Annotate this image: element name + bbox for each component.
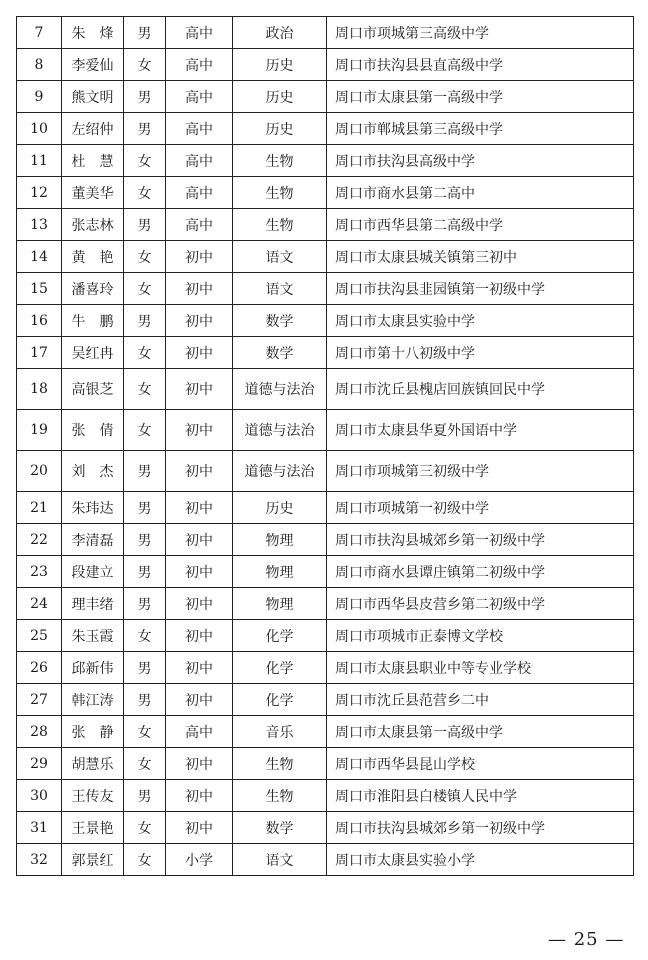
gender-cell: 女 [124, 748, 166, 780]
level-cell: 高中 [166, 17, 233, 49]
table-row [17, 684, 634, 716]
school-cell: 周口市沈丘县槐店回族镇回民中学 [327, 369, 634, 410]
name-cell: 黄 艳 [62, 241, 124, 273]
name-cell: 张 静 [62, 716, 124, 748]
gender-cell: 女 [124, 369, 166, 410]
gender-cell: 女 [124, 145, 166, 177]
row-number-cell: 12 [17, 177, 62, 209]
subject-cell: 道德与法治 [233, 451, 327, 492]
subject-cell: 生物 [233, 209, 327, 241]
name-cell: 张志林 [62, 209, 124, 241]
table-row [17, 588, 634, 620]
school-cell: 周口市太康县城关镇第三初中 [327, 241, 634, 273]
gender-cell: 女 [124, 337, 166, 369]
roster-sheet [16, 16, 633, 876]
level-cell: 高中 [166, 209, 233, 241]
name-cell: 朱玉霞 [62, 620, 124, 652]
row-number-cell: 22 [17, 524, 62, 556]
level-cell: 高中 [166, 145, 233, 177]
school-cell: 周口市扶沟县县直高级中学 [327, 49, 634, 81]
row-number-cell: 9 [17, 81, 62, 113]
school-cell: 周口市项城第三高级中学 [327, 17, 634, 49]
gender-cell: 女 [124, 620, 166, 652]
level-cell: 初中 [166, 305, 233, 337]
school-cell: 周口市西华县昆山学校 [327, 748, 634, 780]
gender-cell: 男 [124, 652, 166, 684]
name-cell: 王传友 [62, 780, 124, 812]
level-cell: 初中 [166, 684, 233, 716]
subject-cell: 政治 [233, 17, 327, 49]
table-row [17, 369, 634, 410]
gender-cell: 男 [124, 588, 166, 620]
gender-cell: 男 [124, 305, 166, 337]
subject-cell: 生物 [233, 748, 327, 780]
teacher-roster-table [16, 16, 634, 876]
table-row [17, 17, 634, 49]
subject-cell: 数学 [233, 305, 327, 337]
table-row [17, 652, 634, 684]
subject-cell: 物理 [233, 588, 327, 620]
level-cell: 初中 [166, 620, 233, 652]
table-row [17, 451, 634, 492]
level-cell: 高中 [166, 49, 233, 81]
school-cell: 周口市商水县谭庄镇第二初级中学 [327, 556, 634, 588]
table-row [17, 113, 634, 145]
gender-cell: 男 [124, 556, 166, 588]
subject-cell: 历史 [233, 49, 327, 81]
row-number-cell: 18 [17, 369, 62, 410]
table-row [17, 410, 634, 451]
school-cell: 周口市太康县职业中等专业学校 [327, 652, 634, 684]
subject-cell: 语文 [233, 241, 327, 273]
level-cell: 高中 [166, 716, 233, 748]
table-row [17, 145, 634, 177]
subject-cell: 生物 [233, 780, 327, 812]
level-cell: 高中 [166, 177, 233, 209]
name-cell: 李清磊 [62, 524, 124, 556]
subject-cell: 化学 [233, 620, 327, 652]
table-row [17, 273, 634, 305]
subject-cell: 道德与法治 [233, 369, 327, 410]
school-cell: 周口市郸城县第三高级中学 [327, 113, 634, 145]
name-cell: 朱玮达 [62, 492, 124, 524]
subject-cell: 生物 [233, 145, 327, 177]
school-cell: 周口市扶沟县高级中学 [327, 145, 634, 177]
gender-cell: 女 [124, 177, 166, 209]
subject-cell: 化学 [233, 652, 327, 684]
table-row [17, 177, 634, 209]
level-cell: 高中 [166, 113, 233, 145]
row-number-cell: 8 [17, 49, 62, 81]
row-number-cell: 25 [17, 620, 62, 652]
gender-cell: 男 [124, 81, 166, 113]
level-cell: 初中 [166, 492, 233, 524]
gender-cell: 女 [124, 844, 166, 876]
row-number-cell: 28 [17, 716, 62, 748]
school-cell: 周口市商水县第二高中 [327, 177, 634, 209]
name-cell: 李爱仙 [62, 49, 124, 81]
row-number-cell: 26 [17, 652, 62, 684]
name-cell: 朱 烽 [62, 17, 124, 49]
name-cell: 吴红冉 [62, 337, 124, 369]
table-row [17, 844, 634, 876]
row-number-cell: 23 [17, 556, 62, 588]
school-cell: 周口市扶沟县韭园镇第一初级中学 [327, 273, 634, 305]
level-cell: 初中 [166, 556, 233, 588]
school-cell: 周口市扶沟县城郊乡第一初级中学 [327, 524, 634, 556]
subject-cell: 音乐 [233, 716, 327, 748]
level-cell: 初中 [166, 451, 233, 492]
school-cell: 周口市太康县华夏外国语中学 [327, 410, 634, 451]
roster-body [17, 17, 634, 876]
gender-cell: 男 [124, 524, 166, 556]
name-cell: 郭景红 [62, 844, 124, 876]
table-row [17, 492, 634, 524]
gender-cell: 女 [124, 410, 166, 451]
table-row [17, 780, 634, 812]
subject-cell: 道德与法治 [233, 410, 327, 451]
row-number-cell: 19 [17, 410, 62, 451]
school-cell: 周口市项城市正泰博文学校 [327, 620, 634, 652]
row-number-cell: 15 [17, 273, 62, 305]
table-row [17, 337, 634, 369]
name-cell: 段建立 [62, 556, 124, 588]
level-cell: 初中 [166, 410, 233, 451]
level-cell: 初中 [166, 241, 233, 273]
gender-cell: 男 [124, 492, 166, 524]
school-cell: 周口市太康县第一高级中学 [327, 716, 634, 748]
row-number-cell: 32 [17, 844, 62, 876]
name-cell: 高银芝 [62, 369, 124, 410]
school-cell: 周口市西华县皮营乡第二初级中学 [327, 588, 634, 620]
subject-cell: 生物 [233, 177, 327, 209]
page-number: — 25 — [548, 929, 625, 950]
subject-cell: 历史 [233, 81, 327, 113]
school-cell: 周口市项城第三初级中学 [327, 451, 634, 492]
gender-cell: 男 [124, 684, 166, 716]
row-number-cell: 10 [17, 113, 62, 145]
level-cell: 初中 [166, 369, 233, 410]
gender-cell: 女 [124, 49, 166, 81]
table-row [17, 620, 634, 652]
gender-cell: 男 [124, 113, 166, 145]
table-row [17, 305, 634, 337]
level-cell: 小学 [166, 844, 233, 876]
subject-cell: 历史 [233, 492, 327, 524]
row-number-cell: 30 [17, 780, 62, 812]
school-cell: 周口市太康县实验中学 [327, 305, 634, 337]
gender-cell: 女 [124, 812, 166, 844]
subject-cell: 语文 [233, 844, 327, 876]
name-cell: 胡慧乐 [62, 748, 124, 780]
gender-cell: 男 [124, 17, 166, 49]
name-cell: 董美华 [62, 177, 124, 209]
name-cell: 杜 慧 [62, 145, 124, 177]
table-row [17, 812, 634, 844]
subject-cell: 语文 [233, 273, 327, 305]
subject-cell: 数学 [233, 812, 327, 844]
table-row [17, 81, 634, 113]
name-cell: 熊文明 [62, 81, 124, 113]
table-row [17, 524, 634, 556]
subject-cell: 化学 [233, 684, 327, 716]
name-cell: 理丰绪 [62, 588, 124, 620]
row-number-cell: 7 [17, 17, 62, 49]
gender-cell: 女 [124, 716, 166, 748]
school-cell: 周口市太康县第一高级中学 [327, 81, 634, 113]
row-number-cell: 14 [17, 241, 62, 273]
name-cell: 潘喜玲 [62, 273, 124, 305]
gender-cell: 女 [124, 241, 166, 273]
table-row [17, 716, 634, 748]
school-cell: 周口市沈丘县范营乡二中 [327, 684, 634, 716]
level-cell: 初中 [166, 652, 233, 684]
table-row [17, 748, 634, 780]
level-cell: 初中 [166, 748, 233, 780]
subject-cell: 物理 [233, 556, 327, 588]
row-number-cell: 21 [17, 492, 62, 524]
level-cell: 初中 [166, 780, 233, 812]
row-number-cell: 11 [17, 145, 62, 177]
school-cell: 周口市项城第一初级中学 [327, 492, 634, 524]
school-cell: 周口市淮阳县白楼镇人民中学 [327, 780, 634, 812]
subject-cell: 数学 [233, 337, 327, 369]
name-cell: 邱新伟 [62, 652, 124, 684]
table-row [17, 241, 634, 273]
table-row [17, 556, 634, 588]
row-number-cell: 16 [17, 305, 62, 337]
gender-cell: 女 [124, 273, 166, 305]
row-number-cell: 20 [17, 451, 62, 492]
school-cell: 周口市第十八初级中学 [327, 337, 634, 369]
row-number-cell: 27 [17, 684, 62, 716]
table-row [17, 209, 634, 241]
level-cell: 初中 [166, 812, 233, 844]
name-cell: 王景艳 [62, 812, 124, 844]
subject-cell: 历史 [233, 113, 327, 145]
row-number-cell: 29 [17, 748, 62, 780]
level-cell: 高中 [166, 81, 233, 113]
name-cell: 韩江涛 [62, 684, 124, 716]
gender-cell: 男 [124, 451, 166, 492]
name-cell: 张 倩 [62, 410, 124, 451]
gender-cell: 男 [124, 780, 166, 812]
school-cell: 周口市太康县实验小学 [327, 844, 634, 876]
row-number-cell: 31 [17, 812, 62, 844]
table-row [17, 49, 634, 81]
row-number-cell: 13 [17, 209, 62, 241]
row-number-cell: 24 [17, 588, 62, 620]
level-cell: 初中 [166, 337, 233, 369]
school-cell: 周口市扶沟县城郊乡第一初级中学 [327, 812, 634, 844]
name-cell: 牛 鹏 [62, 305, 124, 337]
row-number-cell: 17 [17, 337, 62, 369]
level-cell: 初中 [166, 588, 233, 620]
subject-cell: 物理 [233, 524, 327, 556]
school-cell: 周口市西华县第二高级中学 [327, 209, 634, 241]
name-cell: 刘 杰 [62, 451, 124, 492]
name-cell: 左绍仲 [62, 113, 124, 145]
level-cell: 初中 [166, 524, 233, 556]
level-cell: 初中 [166, 273, 233, 305]
gender-cell: 男 [124, 209, 166, 241]
